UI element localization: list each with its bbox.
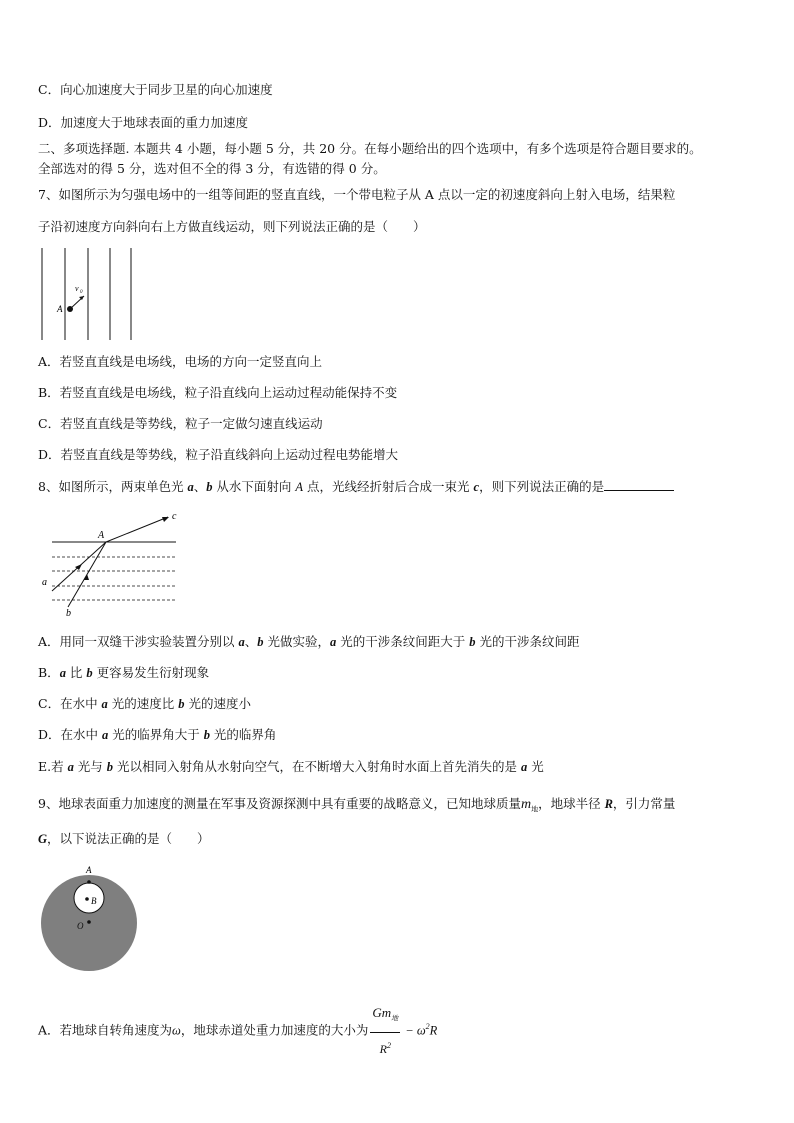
q7-option-B: B．若竖直直线是电场线，粒子沿直线向上运动过程动能保持不变 [38,385,398,400]
q9-label-O: O [77,921,84,931]
q8-stem: 8、如图所示，两束单色光 a、b 从水下面射向 A 点，光线经折射后合成一束光 c，则下列说法正确的是 [38,479,674,495]
q7-stem-line2: 子沿初速度方向斜向右上方做直线运动，则下列说法正确的是（ ） [38,219,426,234]
q8-option-A: A．用同一双缝干涉实验装置分别以 a、b 光做实验，a 光的干涉条纹间距大于 b 光的干涉条纹间距 [38,634,580,649]
q9-label-B: B [91,896,97,906]
q8-option-E: E.若 a 光与 b 光以相同入射角从水射向空气，在不断增大入射角时水面上首先消失的是 a 光 [38,759,544,774]
q9-stem-line2: G，以下说法正确的是（ ） [38,831,210,846]
q9-figure [38,860,143,975]
q8-option-C: C．在水中 a 光的速度比 b 光的速度小 [38,696,251,711]
q7-option-D: D．若竖直直线是等势线，粒子沿直线斜向上运动过程电势能增大 [38,447,399,462]
q8-label-c: c [172,511,177,522]
section-2-header-line2: 全部选对的得 5 分，选对但不全的得 3 分，有选错的得 0 分。 [38,161,386,176]
q7-label-v-sub: 0 [80,290,83,295]
q9-fraction: $\frac{Gm_地}{R^2}$ [370,1000,400,1062]
q8-figure [38,505,188,620]
option-c-prev: C．向心加速度大于同步卫星的向心加速度 [38,82,273,97]
section-2-header-line1: 二、多项选择题. 本题共 4 小题，每小题 5 分，共 20 分。在每小题给出的四个选项中，有多个选项是符合题目要求的。 [38,141,702,156]
q7-option-A: A．若竖直直线是电场线，电场的方向一定竖直向上 [38,354,323,369]
q7-stem-line1: 7、如图所示为匀强电场中的一组等间距的竖直直线，一个带电粒子从 A 点以一定的初速度斜向上射入电场，结果粒 [38,187,676,202]
q9-label-A: A [86,865,92,875]
q7-figure [38,244,138,344]
q8-label-A: A [98,530,105,541]
q7-label-v: v [75,284,79,293]
q8-option-B: B．a 比 b 更容易发生衍射现象 [38,665,210,680]
answer-blank [604,479,674,491]
option-d-prev: D．加速度大于地球表面的重力加速度 [38,115,249,130]
q9-option-A: A．若地球自转角速度为ω，地球赤道处重力加速度的大小为 $\frac{Gm_地}{R^2}$ − $\omega^2R$ [38,1000,437,1062]
q9-stem-line1: 9、地球表面重力加速度的测量在军事及资源探测中具有重要的战略意义，已知地球质量$m_地$，地球半径 R，引力常量 [38,796,676,814]
q7-label-A: A [57,304,63,314]
q8-option-D: D．在水中 a 光的临界角大于 b 光的临界角 [38,727,277,742]
q7-option-C: C．若竖直直线是等势线，粒子一定做匀速直线运动 [38,416,323,431]
q8-label-a: a [42,577,47,588]
q8-label-b: b [66,608,71,619]
